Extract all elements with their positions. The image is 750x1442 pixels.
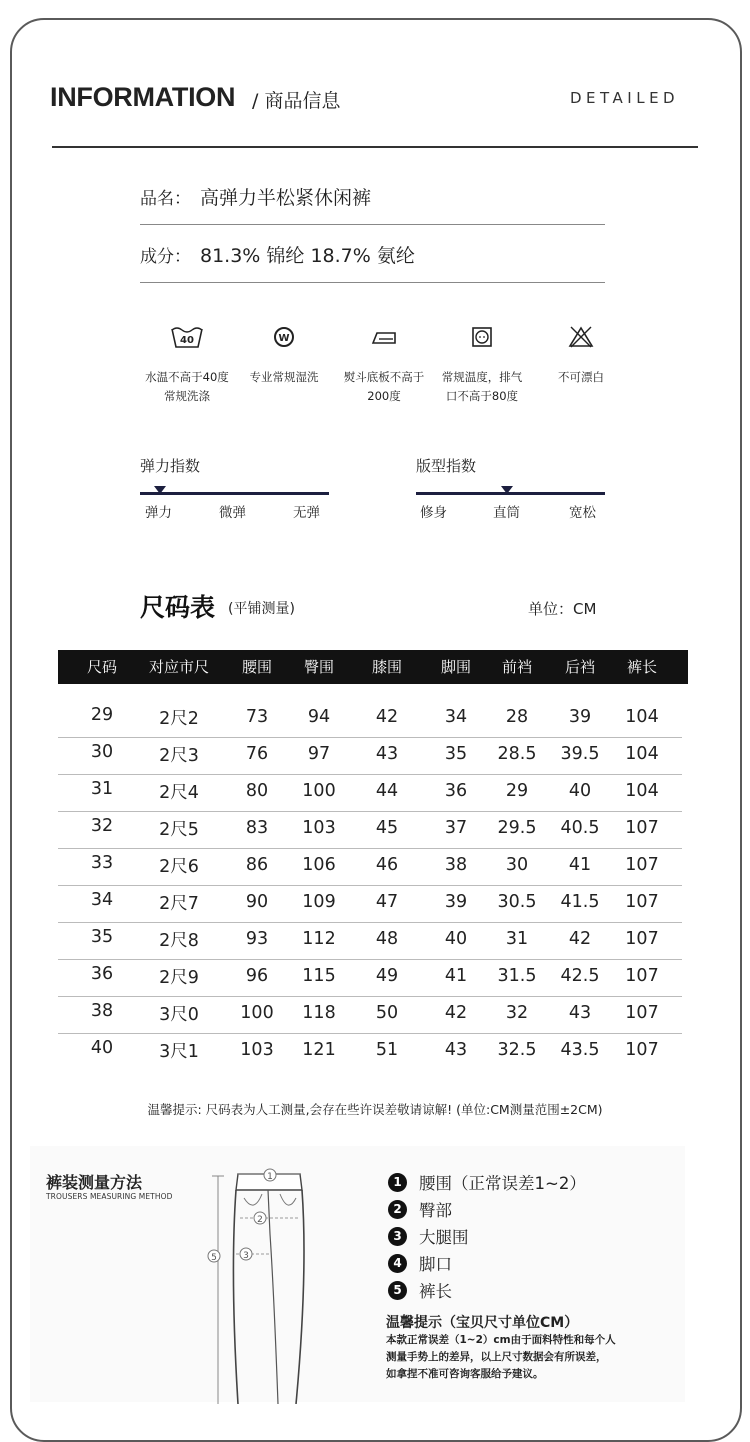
table-cell: 28.5 [497,744,537,764]
column-header: 尺码 [86,658,118,676]
iron-icon [334,322,434,352]
fit-label: 直筒 [493,505,520,521]
product-name-row [140,186,605,225]
wash-temp-badge: 40 [180,335,194,346]
table-cell: 43 [568,1003,592,1023]
point-number: 4 [388,1254,407,1273]
table-cell: 104 [625,744,659,764]
table-cell: 39.5 [560,744,600,764]
table-cell: 29 [505,781,529,801]
table-cell: 100 [302,781,336,801]
table-cell: 2尺9 [159,968,199,988]
table-cell: 3尺1 [159,1042,199,1062]
warm-tip-title: 温馨提示（宝贝尺寸单位CM） [386,1315,579,1331]
table-cell: 83 [245,818,269,838]
care-text: 不可漂白 [558,370,604,384]
table-cell: 42 [375,707,399,727]
point-number: 5 [388,1281,407,1300]
column-header: 后裆 [564,658,596,676]
table-cell: 40.5 [560,818,600,838]
measure-point-hip [388,1198,452,1220]
care-text: 常规洗涤 [164,389,210,403]
table-cell: 41 [568,855,592,875]
table-cell: 46 [375,855,399,875]
table-cell: 107 [625,1040,659,1060]
no-bleach-icon [531,322,631,352]
table-cell: 80 [245,781,269,801]
header-divider [52,146,698,148]
table-cell: 2尺6 [159,857,199,877]
table-cell: 73 [245,707,269,727]
table-row [58,848,682,885]
table-row [58,959,682,996]
care-text: 200度 [367,389,401,403]
table-cell: 39 [444,892,468,912]
care-text: 口不高于80度 [445,389,519,403]
table-cell: 28 [505,707,529,727]
table-cell: 31 [505,929,529,949]
table-row [58,700,682,737]
point-number: 2 [388,1200,407,1219]
table-cell: 31 [90,779,114,799]
elasticity-title: 弹力指数 [140,457,201,475]
table-cell: 32 [90,816,114,836]
point-number: 1 [388,1173,407,1192]
svg-text:3: 3 [243,1251,249,1261]
measure-point-thigh [388,1225,469,1247]
svg-text:1: 1 [267,1172,273,1182]
table-cell: 96 [245,966,269,986]
size-table-title: 尺码表 [140,593,216,622]
table-cell: 35 [444,744,468,764]
table-cell: 106 [302,855,336,875]
measuring-title: 裤装测量方法 [46,1173,143,1192]
table-cell: 36 [90,964,114,984]
point-number: 3 [388,1227,407,1246]
table-cell: 104 [625,707,659,727]
table-row [58,996,682,1033]
table-cell: 32 [505,1003,529,1023]
care-text: 常规温度，排气 [441,370,523,384]
table-cell: 40 [444,929,468,949]
table-cell: 107 [625,818,659,838]
care-item-dry [432,322,532,406]
table-cell: 107 [625,1003,659,1023]
column-header: 腰围 [241,658,273,676]
elasticity-label: 微弹 [219,505,246,521]
tumble-dry-icon [432,322,532,352]
table-row [58,922,682,959]
table-cell: 38 [90,1001,114,1021]
table-row [58,737,682,774]
table-row [58,1033,682,1070]
table-cell: 33 [90,853,114,873]
table-cell: 40 [568,781,592,801]
column-header: 膝围 [371,658,403,676]
table-cell: 30 [505,855,529,875]
care-item-bleach [531,322,631,387]
table-cell: 90 [245,892,269,912]
column-header: 脚围 [440,658,472,676]
warm-tip-body: 本款正常误差（1~2）cm由于面料特性和每个人测量手势上的差异，以上尺寸数据会有所误差，如拿捏不准可咨询客服给予建议。 [386,1334,616,1380]
fit-marker [501,486,513,494]
measure-point-waist [388,1171,586,1193]
care-text: 专业常规湿洗 [249,370,319,384]
table-cell: 45 [375,818,399,838]
table-cell: 32.5 [497,1040,537,1060]
point-label: 腰围（正常误差1~2） [419,1174,586,1193]
table-cell: 2尺4 [159,783,199,803]
fit-label: 宽松 [569,505,596,521]
composition-label: 成分： [140,247,191,267]
table-cell: 51 [375,1040,399,1060]
size-table-unit: 单位：CM [528,600,597,618]
care-text: 熨斗底板不高于 [343,370,425,384]
table-cell: 104 [625,781,659,801]
fit-label: 修身 [420,505,447,521]
column-header: 臀围 [303,658,335,676]
svg-text:5: 5 [211,1253,217,1263]
table-cell: 76 [245,744,269,764]
professional-wetclean-icon [234,322,334,352]
table-cell: 107 [625,929,659,949]
table-row [58,811,682,848]
table-cell: 103 [302,818,336,838]
care-item-wetclean [234,322,334,387]
table-cell: 107 [625,855,659,875]
product-name-value: 高弹力半松紧休闲裤 [200,187,372,209]
table-cell: 43 [375,744,399,764]
table-cell: 38 [444,855,468,875]
table-cell: 103 [240,1040,274,1060]
table-cell: 115 [302,966,336,986]
table-cell: 29.5 [497,818,537,838]
table-cell: 2尺8 [159,931,199,951]
table-cell: 50 [375,1003,399,1023]
table-row [58,774,682,811]
composition-row [140,244,605,283]
elasticity-label: 弹力 [145,505,172,521]
table-cell: 42 [444,1003,468,1023]
table-cell: 121 [302,1040,336,1060]
composition-value: 81.3% 锦纶 18.7% 氨纶 [200,245,415,267]
table-cell: 2尺3 [159,746,199,766]
product-name-label: 品名： [140,189,191,209]
table-cell: 42 [568,929,592,949]
table-cell: 97 [307,744,331,764]
table-cell: 37 [444,818,468,838]
table-cell: 40 [90,1038,114,1058]
table-cell: 2尺5 [159,820,199,840]
table-cell: 43 [444,1040,468,1060]
table-cell: 112 [302,929,336,949]
table-cell: 43.5 [560,1040,600,1060]
table-cell: 30.5 [497,892,537,912]
table-cell: 41.5 [560,892,600,912]
measure-point-length [388,1279,452,1301]
table-cell: 49 [375,966,399,986]
table-cell: 93 [245,929,269,949]
table-cell: 48 [375,929,399,949]
table-cell: 35 [90,927,114,947]
care-item-iron [334,322,434,406]
table-cell: 30 [90,742,114,762]
point-label: 脚口 [419,1255,452,1274]
column-header: 裤长 [626,658,658,676]
elasticity-label: 无弹 [293,505,320,521]
table-cell: 41 [444,966,468,986]
wetclean-badge: W [278,333,290,344]
table-row [58,885,682,922]
table-cell: 2尺2 [159,709,199,729]
table-cell: 3尺0 [159,1005,199,1025]
elasticity-marker [154,486,166,494]
care-text: 水温不高于40度 [145,370,229,384]
fit-title: 版型指数 [416,457,477,475]
table-cell: 94 [307,707,331,727]
column-header: 对应市尺 [148,658,210,676]
header-subtitle: / 商品信息 [252,90,341,112]
table-cell: 34 [444,707,468,727]
table-cell: 107 [625,892,659,912]
table-cell: 100 [240,1003,274,1023]
table-cell: 47 [375,892,399,912]
measuring-subtitle: TROUSERS MEASURING METHOD [46,1192,173,1201]
table-cell: 107 [625,966,659,986]
point-label: 臀部 [419,1201,452,1220]
measure-point-hem [388,1252,452,1274]
measure-tip: 温馨提示: 尺码表为人工测量,会存在些许误差敬请谅解! (单位:CM测量范围±2CM) [147,1102,603,1117]
table-cell: 31.5 [497,966,537,986]
table-cell: 36 [444,781,468,801]
table-cell: 34 [90,890,114,910]
column-header: 前裆 [501,658,533,676]
point-label: 裤长 [419,1282,452,1301]
svg-text:2: 2 [257,1215,263,1225]
wash-40-icon [137,322,237,352]
table-cell: 39 [568,707,592,727]
care-item-wash [137,322,237,406]
table-cell: 2尺7 [159,894,199,914]
table-cell: 86 [245,855,269,875]
point-label: 大腿围 [419,1228,469,1247]
trousers-diagram-icon [200,1164,320,1404]
table-cell: 109 [302,892,336,912]
table-cell: 29 [90,705,114,725]
table-cell: 44 [375,781,399,801]
elasticity-bar [140,492,329,495]
size-table-note: (平铺测量) [228,601,295,617]
header-title: INFORMATION [50,82,236,112]
size-table-header [58,650,688,684]
table-cell: 42.5 [560,966,600,986]
header-detailed: DETAILED [570,89,680,107]
table-cell: 118 [302,1003,336,1023]
